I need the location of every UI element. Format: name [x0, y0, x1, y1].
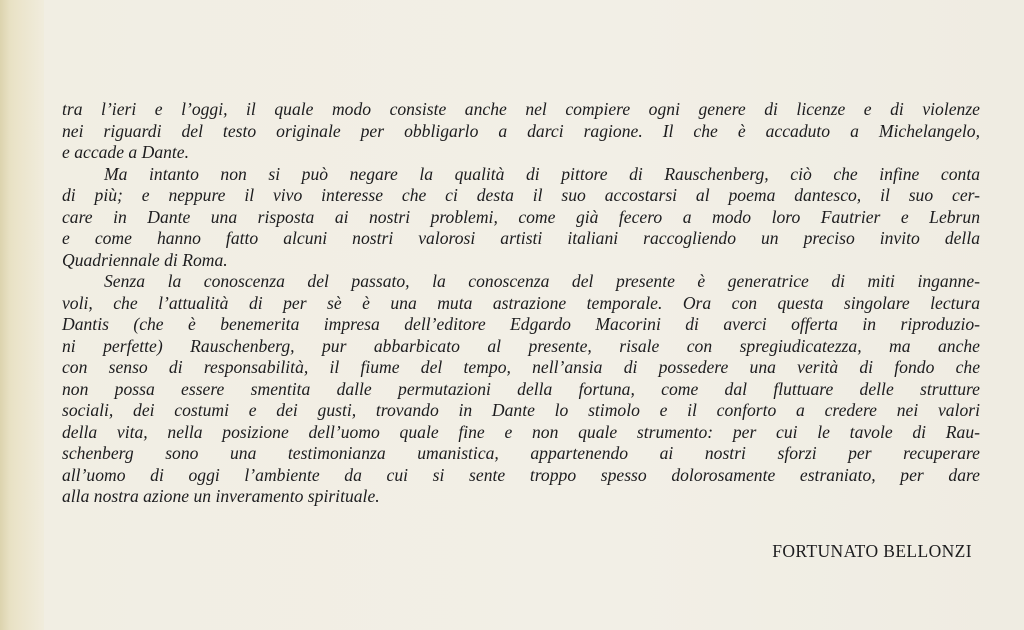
- text-line: non possa essere smentita dalle permutazioni della fortuna, come dal fluttuare delle strutture: [62, 378, 980, 399]
- text-line: voli, che l’attualità di per sè è una muta astrazione temporale. Ora con questa singolare lectura: [62, 292, 980, 313]
- text-line: di più; e neppure il vivo interesse che ci desta il suo accostarsi al poema dantesco, il suo cer-: [62, 185, 980, 205]
- text-line: ni perfette) Rauschenberg, pur abbarbicato al presente, risale con spregiudicatezza, ma anche: [62, 335, 980, 356]
- text-line: care in Dante una risposta ai nostri problemi, come già fecero a modo loro Fautrier e Lebrun: [62, 206, 980, 227]
- text-line: schenberg sono una testimonianza umanistica, appartenendo ai nostri sforzi per recuperare: [62, 443, 980, 463]
- text-line: alla nostra azione un inveramento spirituale.: [62, 486, 380, 506]
- text-line: Senza la conoscenza del passato, la conoscenza del presente è generatrice di miti inganne-: [104, 271, 980, 291]
- author-signature: FORTUNATO BELLONZI: [772, 541, 972, 561]
- text-line: della vita, nella posizione dell’uomo quale fine e non quale strumento: per cui le tavole di Rau-: [62, 421, 980, 442]
- text-line: nei riguardi del testo originale per obbligarlo a darci ragione. Il che è accaduto a Michelangelo,: [62, 120, 980, 141]
- text-line: e come hanno fatto alcuni nostri valorosi artisti italiani raccogliendo un preciso invito della: [62, 228, 980, 248]
- text-line: tra l’ieri e l’oggi, il quale modo consiste anche nel compiere ogni genere di licenze e di violenze: [62, 99, 980, 119]
- text-line: Dantis (che è benemerita impresa dell’editore Edgardo Macorini di averci offerta in riproduzio-: [62, 314, 980, 334]
- paragraph: [62, 164, 980, 272]
- text-line: e accade a Dante.: [62, 142, 190, 162]
- text-line: Ma intanto non si può negare la qualità di pittore di Rauschenberg, ciò che infine conta: [104, 163, 980, 184]
- text-line: sociali, dei costumi e dei gusti, trovando in Dante lo stimolo e il conforto a credere nei valori: [62, 400, 980, 420]
- page-left-edge: [0, 0, 44, 630]
- text-line: Quadriennale di Roma.: [62, 249, 228, 270]
- paragraph: [62, 271, 980, 508]
- paragraph: [62, 99, 980, 164]
- text-line: con senso di responsabilità, il fiume del tempo, nell’ansia di possedere una verità di fondo che: [62, 357, 980, 377]
- text-line: all’uomo di oggi l’ambiente da cui si sente troppo spesso dolorosamente estraniato, per dare: [62, 464, 980, 485]
- body-text: [62, 99, 980, 508]
